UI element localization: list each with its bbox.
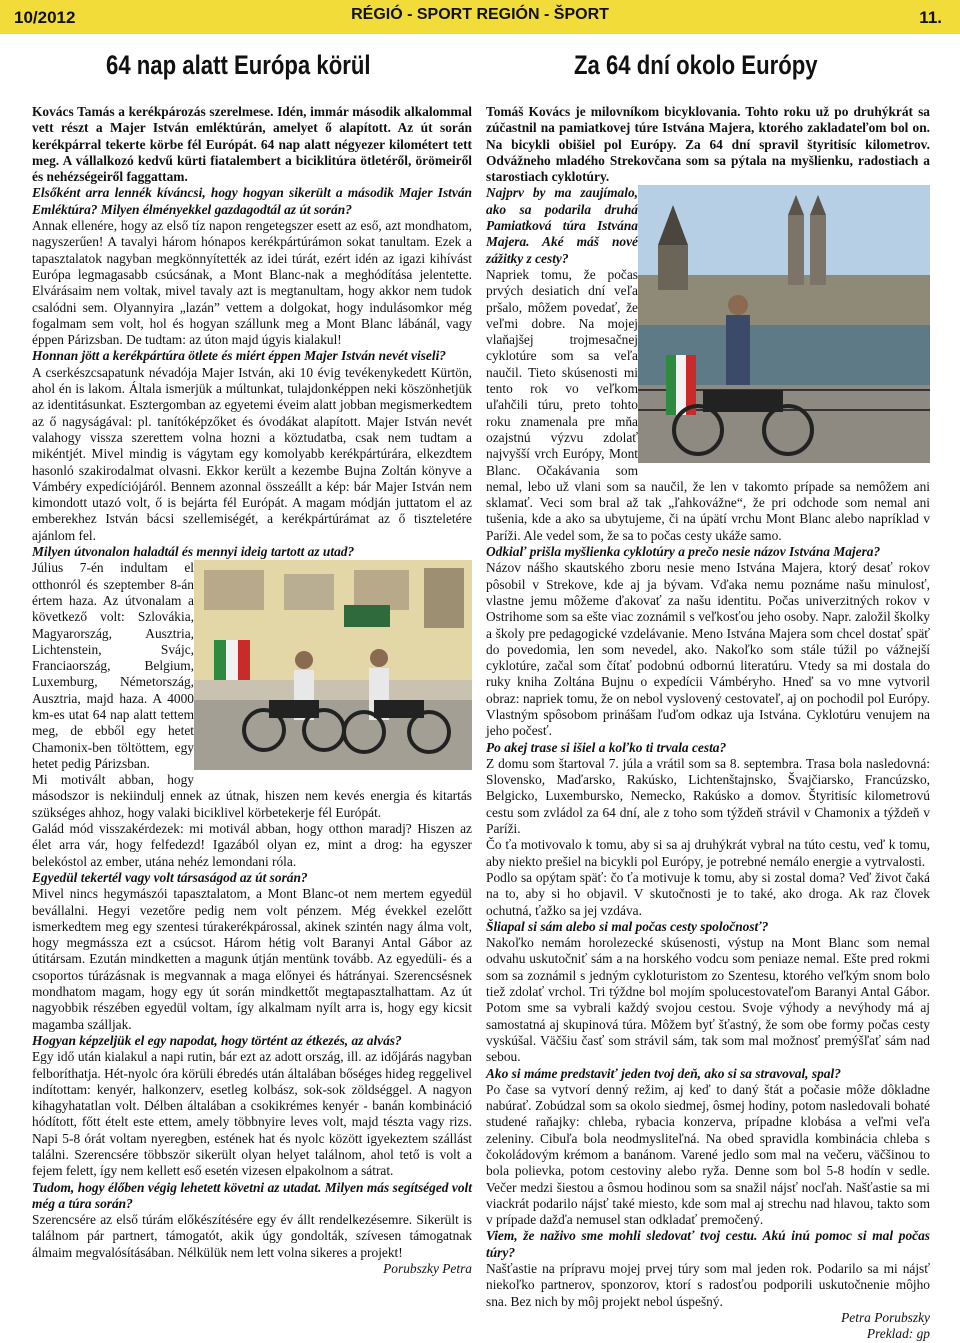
- answer: Galád mód visszakérdezek: mi motivál abban, hogy otthon maradj? Hiszen az élet arra vár, hogy felfedezd! Igazából olyan ez, mint a drog: ha egyszer belekóstol az ember, utána nehéz lemondani róla.: [32, 821, 472, 869]
- answer: A cserkészcsapatunk névadója Majer István, aki 10 évig tevékenykedett Kürtön, ahol én is lakom. Általa ismerjük a múltunkat, tulajdonképpen neki köszönhetjük az identitásunkat. Esztergomban az egyetemi éveim alatt jobban megismerkedtem az ő nagyságával: pl. tanítóképzőket és óvodákat alapított. Majer István nevét valahogy vissza szerettem volna hozni a köztudatba, csak nem tudtam a mikéntjét. Mivel mindig is vágytam egy komolyabb kerékpártúrára, elkezdtem hasonló szakirodalmat olvasni. Ekkor került a kezembe Bujna Zoltán könyve a Vámbéry expedíciójáról. Bennem azonnal összeállt a kép: bár Majer István nem kimondott utazó volt, ő is bejárta fél Európát. A magam módján juttatom el az emberekhez István bácsi szellemiségét, a kerékpártúrámat az ő tiszteletére ajánlom fel.: [32, 364, 472, 543]
- answer: Nakoľko nemám horolezecké skúsenosti, výstup na Mont Blanc som nemal odvahu uskutočniť sám a na horského vodcu som peniaze nemal. Ešte pred rokmi som sa zoznámil s jedným cykloturistom zo Szentesu, ktorého veľkým snom bolo tiež zdolať vrchol. Tri týždne bol mojím spolucestovateľom Baranyi Antal Gábor. Potom sme sa vybrali každý svojou cestou. Svoje výhody a nevýhody má aj samostatná aj skupinová túra. Môžem byť šťastný, že som obe formy počas cesty vyskúšal. Väčšiu časť som strávil sám, tak som mal možnosť premýšľať sám nad sebou.: [486, 935, 930, 1065]
- lead-paragraph: Kovács Tamás a kerékpározás szerelmese. Idén, immár második alkalommal vett részt a Majer István emléktúrán, amelyet ő alapított. Az út során kerékpárral tekerte körbe fél Európát. 64 nap alatt négyezer kilométert tett meg. A vállalkozó kedvű kürti fiatalembert a biciklitúra ötletéről, örömeiről és nehézségeiről faggattam.: [32, 104, 472, 185]
- article-column-hungarian: [32, 104, 472, 1320]
- answer: Našťastie na prípravu mojej prvej túry som mal jeden rok. Podarilo sa mi nájsť niekoľko partnerov, sponzorov, ktorí s radosťou podporili uskutočnenie môjho sna. Bez nich by môj projekt nebol úspešný.: [486, 1261, 930, 1309]
- question: Milyen útvonalon haladtál és mennyi ideig tartott az utad?: [32, 544, 355, 560]
- question: Hogyan képzeljük el egy napodat, hogy történt az étkezés, az alvás?: [32, 1032, 402, 1048]
- answer: Podlo sa opýtam späť: čo ťa motivuje k tomu, aby si zostal doma? Veď život čaká na to, aby si ho objavil. V skutočnosti je to také, ako droga. Ak raz človek ochutná, ťažko sa jej vzdáva.: [486, 869, 930, 918]
- answer: Názov nášho skautského zboru nesie meno Istvána Majera, ktorý desať rokov pôsobil v Strekove, kde aj ja bývam. Vďaka nemu poznáme našu minulosť, vlastne jemu môžeme ďakovať za našu identitu. Počas univerzitných rokov v Ostrihome som sa ešte viac zoznámil s veľkosťou jeho osoby. Napr. založil školky a školy pre pedagogické vzdelávanie. Meno Istvána Majera som chcel dostať späť do povedomia, len som nevedel, ako. Nakoľko som stále túžil po vážnejší cyklotúre, začal som čítať podobnú odbornú literatúru. Vtedy sa mi dostala do ruky kniha Zoltána Bujnu o expedícii Vámbéryho. Hneď sa vo mne vytvoril obraz: napriek tomu, že on nebol vyslovený cestovateľ, aj on pochodil pol Európy. Vlastným spôsobom prinášam ľuďom odkaz uja Istvána. Cyklotúru venujem na jeho počesť.: [486, 560, 930, 739]
- answer: Egy idő után kialakul a napi rutin, bár ezt az adott ország, ill. az időjárás nagyban felboríthatja. Hét-nyolc óra körüli ébredés után általában bőséges hideg reggelivel indítottam: kenyér, halkonzerv, esetleg kolbász, sok-sok zöldséggel. A nagyon kihagyhatatlan volt. Délben általában a csokikrémes kenyér - banán kombináció hódított, főtt ételt este ettem, amely többnyire leves volt, majd tészta vagy rizs. Napi 5-8 órát voltam nyeregben, estének hat és nyolc között igyekeztem szállást találni. Szerencsére többször sikerült olyan helyet találnom, ahol tető is volt a fejem felett, így nem kellett eső esetén vizesen elpakolnom a sátrat.: [32, 1049, 472, 1179]
- question: Ako si máme predstaviť jeden tvoj deň, ako si sa stravoval, spal?: [486, 1065, 841, 1081]
- question: Tudom, hogy élőben végig lehetett követni az utadat. Milyen más segítséged volt még a túra során?: [32, 1179, 472, 1211]
- author-signature: Porubszky Petra: [383, 1261, 472, 1277]
- page-number: 11.: [919, 8, 942, 27]
- section-title: RÉGIÓ - SPORT REGIÓN - ŠPORT: [351, 6, 609, 23]
- question: Viem, že naživo sme mohli sledovať tvoj cestu. Akú inú pomoc si mal počas túry?: [486, 1228, 930, 1260]
- headline-slovak: Za 64 dní okolo Európy: [574, 50, 818, 80]
- translator-credit: Preklad: gp: [866, 1326, 930, 1342]
- photo-two-cyclists: [194, 560, 472, 770]
- question: Odkiaľ prišla myšlienka cyklotúry a prečo nesie názov Istvána Majera?: [486, 544, 881, 560]
- answer: Napriek tomu, že počas prvých desiatich dní veľa pršalo, môžem povedať, že veľmi dobre. Na mojej vlaňajšej trojmesačnej cyklotúre som sa veľa naučil. Tieto skúsenosti mi tento rok vo veľkom uľahčili túru, preto tohto roku znamenala pre mňa ozajstnú výzvu zdolať najvyšší vrch Európy, Mont Blanc. Očakávania som nemal, lebo už vlani som sa naučil, že len v takomto prípade sa nemôžem ani sklamať. Veci som bral až tak „ľahkovážne“, že pri odchode som nemal ani tušenia, kde a ako sa ubytujeme, či na úpätí vrchu Mont Blanc alebo napríklad v Paríži. Ale vedel som, že sa to počas cesty ukáže samo.: [486, 266, 930, 543]
- question: Egyedül tekertél vagy volt társaságod az út során?: [32, 869, 308, 885]
- author-signature: Petra Porubszky: [841, 1309, 930, 1325]
- answer: Čo ťa motivovalo k tomu, aby si sa aj druhýkrát vybral na túto cestu, veď k tomu, aby niekto prešiel na bicykli pol Európy, je potrebné nemálo energie a vytrvalosti.: [486, 837, 930, 869]
- answer: Július 7-én indultam el otthonról és szeptember 8-án értem haza. Az útvonalam a következő volt: Szlovákia, Magyarország, Ausztria, Lichtenstein, Svájc, Franciaország, Belgium, Luxemburg, Németország, Ausztria, majd haza. A 4000 km-es utat 64 nap alatt tettem meg, de ebből egy hetet Chamonix-ben töltöttem, egy hetet pedig Párizsban.: [32, 560, 194, 771]
- question: Honnan jött a kerékpártúra ötlete és miért éppen Majer István nevét viseli?: [32, 348, 446, 364]
- answer: Annak ellenére, hogy az első tíz napon rengetegszer esett az eső, azt mondhatom, nagyszerűen! A tavalyi három hónapos kerékpártúrámon sokat tanultam. Ezek a tapasztalatok nagyban megkönnyítették az idei túrát, ezért idén az igazi kihívást Európa legmagasabb csúcsának, a Mont Blanc-nak a meghódítása jelentette. Elvárásaim nem voltak, mivel tavaly azt is megtanultam, hogy akkor nem tudok csalódni sem. Olyannyira „lazán” vettem a dolgokat, hogy indulásomkor még fogalmam sem volt, hol és hogyan szállunk meg a Mont Blanc lábánál, vagy éppen Párizsban. De tudtam: az úton majd úgyis kialakul!: [32, 218, 472, 348]
- article-column-slovak: [486, 104, 930, 1342]
- answer: Po čase sa vytvorí denný režim, aj keď to daný štát a počasie môže dôkladne nabúrať. Zobúdzal som sa okolo siedmej, ôsmej hodiny, potom nasledovali bohaté studené raňajky: chleba, rybacia konzerva, prípadne klobása a veľmi veľa zeleniny. Cibuľa bola neodmysliteľná. Na obed spravidla kombinácia chleba s čokoládovým krémom a banánom. Varené jedlo som mal na večeru, väčšinou to bola polievka, potom cestoviny alebo ryža. Denne som bol 5-8 hodín v sedle. Večer medzi šiestou a ôsmou hodinou som sa snažil nájsť nocľah. Našťastie sa mi viackrát podarilo nájsť také miesto, kde som mal aj strechu nad hlavou, takto som v prípade dažďa nemusel stan odkladať premočený.: [486, 1081, 930, 1228]
- photo-cyclist-on-bridge: [638, 185, 930, 463]
- question: Najprv by ma zaujímalo, ako sa podarila druhá Pamiatková túra Istvána Majera. Aké máš nové zážitky z cesty?: [486, 185, 638, 266]
- answer: Szerencsére az első túrám előkészítésére egy év állt rendelkezésemre. Sikerült is találnom pár partnert, támogatót, akik úgy gondolták, szívesen támogatnak álmaim megvalósításában. Nélkülük nem lett volna sikeres a projekt!: [32, 1212, 472, 1260]
- answer: Mi motivált abban, hogy másodszor is nekiindulj ennek az útnak, hiszen nem kevés energia és kitartás szükséges ahhoz, hogy valaki biciklivel körbetekerje fél Európát.: [32, 772, 472, 820]
- answer: Mivel nincs hegymászói tapasztalatom, a Mont Blanc-ot nem mertem egyedül bevállalni. Hegyi vezetőre pedig nem volt pénzem. Még évekkel ezelőtt ismerkedtem meg egy szentesi túrakerékpárossal, akinek szintén nagy álma volt, hogy megmássza ezt a csúcsot. Három hétig volt Baranyi Antal Gábor az útitársam. Ezután mindketten a magunk útján mentünk tovább. Az egyedüli- és a csoportos túrázásnak is megvannak a maga előnyei és hátrányai. Szerencsésnek mondhatom magam, hogy egy út során mindkettőt megtapasztalhattam. Az út nagyobbik részében egyedül voltam, így alkalmam nyílt arra is, hogy egy kicsit magamba szálljak.: [32, 886, 472, 1032]
- issue-number: 10/2012: [14, 8, 76, 27]
- question: Po akej trase si išiel a koľko ti trvala cesta?: [486, 739, 727, 755]
- answer: Z domu som štartoval 7. júla a vrátil som sa 8. septembra. Trasa bola nasledovná: Slovensko, Maďarsko, Rakúsko, Lichtenštajnsko, Švajčiarsko, Francúzsko, Belgicko, Luxembursko, Nemecko, Rakúsko a domov. Štyritisíc kilometrovú cestu som zvládol za 64 dní, ale z toho som týždeň strávil v Chamonix a týždeň v Paríži.: [486, 755, 930, 837]
- headline-hungarian: 64 nap alatt Európa körül: [106, 50, 371, 80]
- question: Šliapal si sám alebo si mal počas cesty spoločnosť?: [486, 918, 769, 934]
- lead-paragraph: Tomáš Kovács je milovníkom bicyklovania. Tohto roku už po druhýkrát sa zúčastnil na pamiatkovej túre Istvána Majera, ktorého zakladateľom bol on. Na bicykli obišiel pol Európy. Za 64 dní spravil štyritisíc kilometrov. Odvážneho mladého Strekovčana som sa pýtala na myšlienku, radostiach a starostiach cyklotúry.: [486, 104, 930, 185]
- question: Elsőként arra lennék kíváncsi, hogy hogyan sikerült a második Majer István Emléktúra? Milyen élményekkel gazdagodtál az út során?: [32, 185, 472, 217]
- page-header-bar: [0, 0, 960, 34]
